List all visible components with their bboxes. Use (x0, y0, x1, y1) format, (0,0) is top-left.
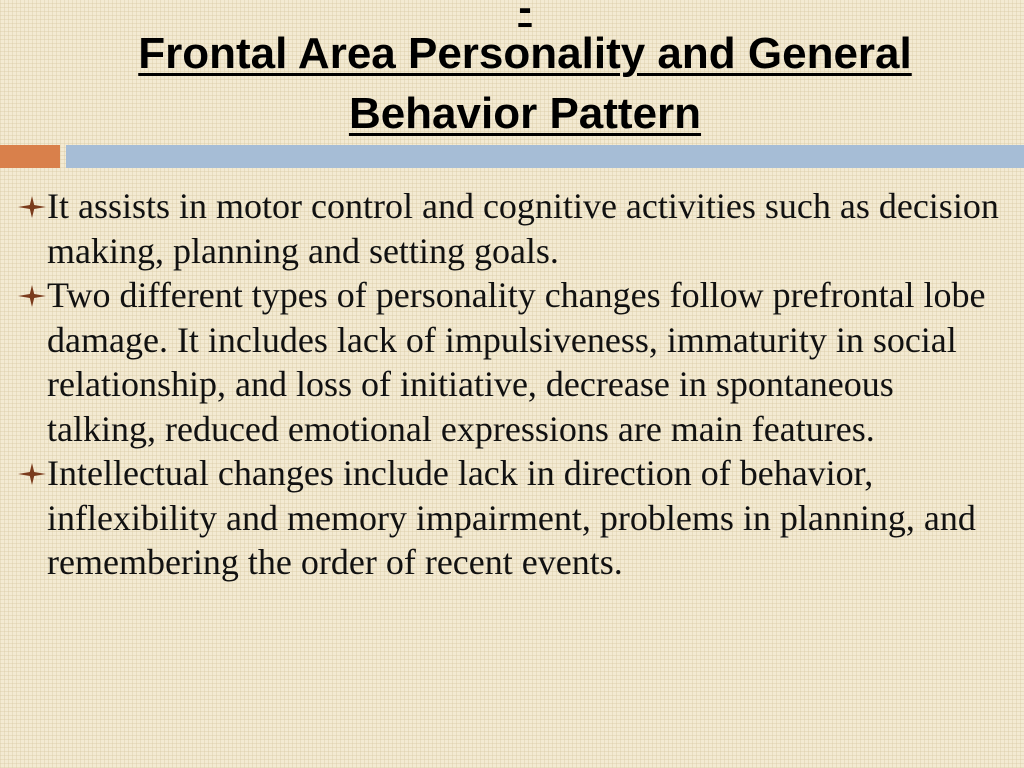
accent-bar-orange (0, 145, 60, 168)
slide-title-line-2: Behavior Pattern (348, 89, 702, 138)
bullet-text: It assists in motor control and cognitive activities such as decision making, planning and setting goals. (47, 186, 999, 271)
four-point-star-icon (18, 196, 46, 218)
bullet-item (18, 451, 1008, 585)
four-point-star-icon (18, 285, 46, 307)
slide-title-line-1: Frontal Area Personality and General (138, 29, 912, 78)
bullet-text: Two different types of personality changes follow prefrontal lobe damage. It includes lack of impulsiveness, immaturity in social relationship, and loss of initiative, decrease in spontaneous talking, reduced emotional expressions are main features. (47, 275, 986, 449)
bullet-item (18, 273, 1008, 451)
slide-title (0, 24, 1024, 144)
accent-bar-blue (66, 145, 1024, 168)
title-dash: - (518, 0, 532, 30)
bullet-list (18, 184, 1008, 585)
bullet-text: Intellectual changes include lack in direction of behavior, inflexibility and memory impairment, problems in planning, and remembering the order of recent events. (47, 453, 976, 582)
four-point-star-icon (18, 463, 46, 485)
bullet-item (18, 184, 1008, 273)
